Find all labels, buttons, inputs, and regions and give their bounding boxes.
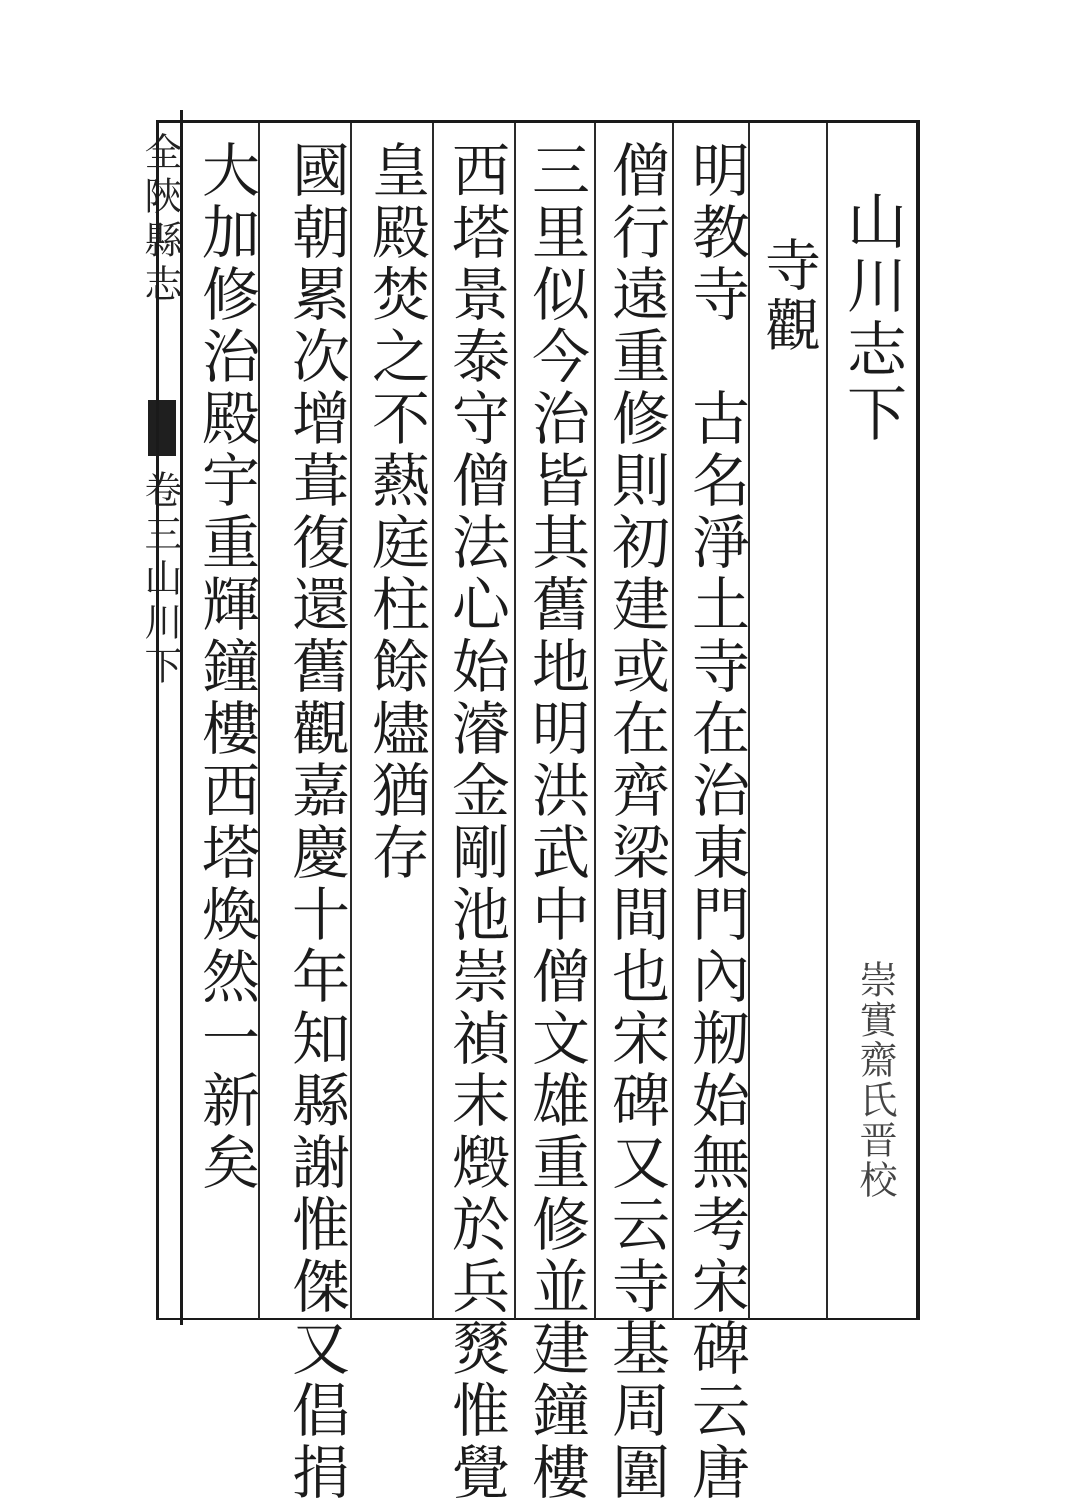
section-heading: 寺觀: [756, 236, 821, 356]
spine-title: 全陝縣志: [138, 132, 182, 308]
editor-note: 崇實齋氏晋校: [853, 960, 897, 1200]
column-rule: [432, 123, 434, 1319]
text-column-4: 西塔景泰守僧法心始濬金剛池崇禎末燬於兵燹惟覺: [442, 140, 510, 1504]
text-column-6: 國朝累次增葺復還舊觀嘉慶十年知縣謝惟傑又倡捐: [282, 140, 350, 1504]
text-column-5: 皇殿焚之不爇庭柱餘燼猶存: [362, 140, 430, 884]
text-column-2: 僧行遠重修則初建或在齊梁間也宋碑又云寺基周圍: [602, 140, 670, 1504]
spine-chapter: 卷三山川下: [138, 470, 182, 690]
text-column-7: 大加修治殿宇重輝鐘樓西塔煥然一新矣: [192, 140, 260, 1194]
column-rule: [514, 123, 516, 1319]
text-column-3: 三里似今治皆其舊地明洪武中僧文雄重修並建鐘樓: [522, 140, 590, 1504]
text-column-1: 明教寺 古名淨土寺在治東門內剏始無考宋碑云唐: [682, 140, 750, 1504]
page-title: 山川志下: [837, 190, 907, 446]
column-rule: [594, 123, 596, 1319]
column-rule: [672, 123, 674, 1319]
